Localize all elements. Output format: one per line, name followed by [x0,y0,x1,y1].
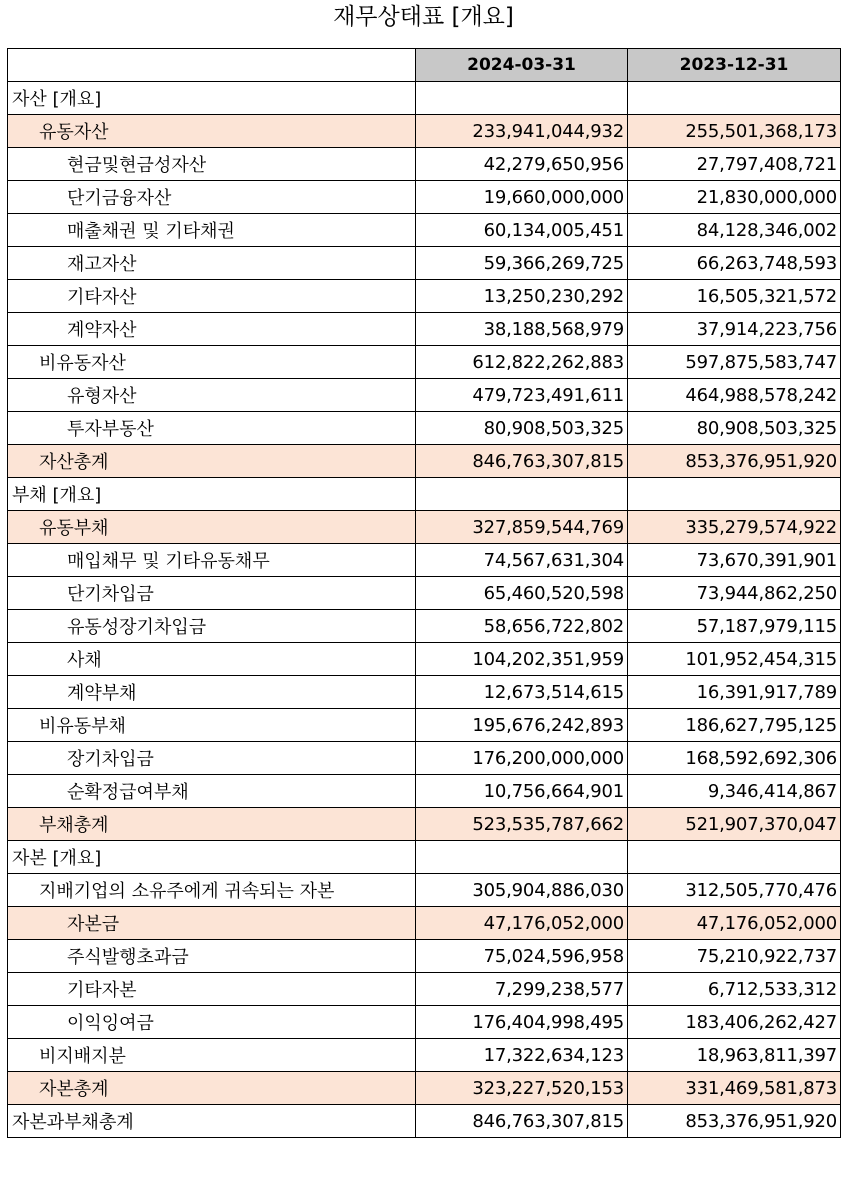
row-label: 투자부동산 [8,412,416,445]
value-2023-12-31: 101,952,454,315 [628,643,841,676]
table-row [8,973,841,1006]
value-2023-12-31: 168,592,692,306 [628,742,841,775]
value-2024-03-31 [416,82,628,115]
value-2023-12-31: 73,670,391,901 [628,544,841,577]
value-2024-03-31: 42,279,650,956 [416,148,628,181]
value-2023-12-31: 9,346,414,867 [628,775,841,808]
row-label: 비유동부채 [8,709,416,742]
value-2024-03-31 [416,841,628,874]
value-2024-03-31: 80,908,503,325 [416,412,628,445]
row-label: 자본금 [8,907,416,940]
row-label: 매출채권 및 기타채권 [8,214,416,247]
table-row [8,478,841,511]
table-row [8,742,841,775]
table-row [8,907,841,940]
row-label: 계약자산 [8,313,416,346]
value-2023-12-31: 6,712,533,312 [628,973,841,1006]
value-2024-03-31: 59,366,269,725 [416,247,628,280]
value-2024-03-31: 104,202,351,959 [416,643,628,676]
value-2023-12-31: 464,988,578,242 [628,379,841,412]
table-row [8,313,841,346]
header-cell-2023-12-31: 2023-12-31 [628,49,841,82]
row-label: 자산총계 [8,445,416,478]
table-row [8,82,841,115]
value-2023-12-31: 312,505,770,476 [628,874,841,907]
table-row [8,577,841,610]
value-2024-03-31: 176,200,000,000 [416,742,628,775]
value-2024-03-31: 17,322,634,123 [416,1039,628,1072]
value-2023-12-31: 183,406,262,427 [628,1006,841,1039]
table-row [8,412,841,445]
value-2024-03-31: 479,723,491,611 [416,379,628,412]
row-label: 기타자본 [8,973,416,1006]
table-row [8,709,841,742]
value-2023-12-31: 57,187,979,115 [628,610,841,643]
value-2024-03-31: 65,460,520,598 [416,577,628,610]
value-2023-12-31 [628,478,841,511]
row-label: 자본과부채총계 [8,1105,416,1138]
table-row [8,610,841,643]
row-label: 비지배지분 [8,1039,416,1072]
table-row [8,1006,841,1039]
value-2024-03-31: 195,676,242,893 [416,709,628,742]
value-2023-12-31: 80,908,503,325 [628,412,841,445]
table-row [8,1105,841,1138]
table-row [8,214,841,247]
value-2024-03-31: 523,535,787,662 [416,808,628,841]
value-2023-12-31: 66,263,748,593 [628,247,841,280]
table-row [8,148,841,181]
row-label: 재고자산 [8,247,416,280]
value-2023-12-31: 47,176,052,000 [628,907,841,940]
value-2023-12-31: 18,963,811,397 [628,1039,841,1072]
row-label: 매입채무 및 기타유동채무 [8,544,416,577]
balance-sheet-table [7,48,841,1138]
row-label: 사채 [8,643,416,676]
table-row [8,874,841,907]
row-label: 현금및현금성자산 [8,148,416,181]
value-2024-03-31: 13,250,230,292 [416,280,628,313]
table-row [8,445,841,478]
value-2023-12-31: 75,210,922,737 [628,940,841,973]
value-2024-03-31: 7,299,238,577 [416,973,628,1006]
table-row [8,346,841,379]
value-2023-12-31: 597,875,583,747 [628,346,841,379]
value-2024-03-31: 327,859,544,769 [416,511,628,544]
value-2024-03-31: 846,763,307,815 [416,1105,628,1138]
value-2023-12-31: 27,797,408,721 [628,148,841,181]
value-2024-03-31: 12,673,514,615 [416,676,628,709]
value-2023-12-31: 84,128,346,002 [628,214,841,247]
value-2024-03-31: 47,176,052,000 [416,907,628,940]
table-row [8,775,841,808]
table-row [8,247,841,280]
table-row [8,1039,841,1072]
table-row [8,379,841,412]
value-2024-03-31: 19,660,000,000 [416,181,628,214]
value-2024-03-31: 233,941,044,932 [416,115,628,148]
row-label: 자본 [개요] [8,841,416,874]
value-2024-03-31: 323,227,520,153 [416,1072,628,1105]
value-2023-12-31: 16,391,917,789 [628,676,841,709]
value-2023-12-31: 255,501,368,173 [628,115,841,148]
value-2023-12-31: 521,907,370,047 [628,808,841,841]
row-label: 자산 [개요] [8,82,416,115]
row-label: 단기금융자산 [8,181,416,214]
page-title: 재무상태표 [개요] [333,4,514,30]
value-2024-03-31: 176,404,998,495 [416,1006,628,1039]
row-label: 유동성장기차입금 [8,610,416,643]
row-label: 유동부채 [8,511,416,544]
value-2023-12-31: 186,627,795,125 [628,709,841,742]
row-label: 지배기업의 소유주에게 귀속되는 자본 [8,874,416,907]
value-2023-12-31: 853,376,951,920 [628,1105,841,1138]
row-label: 유형자산 [8,379,416,412]
row-label: 이익잉여금 [8,1006,416,1039]
table-row [8,940,841,973]
value-2024-03-31: 58,656,722,802 [416,610,628,643]
value-2023-12-31: 331,469,581,873 [628,1072,841,1105]
value-2023-12-31: 73,944,862,250 [628,577,841,610]
table-row [8,544,841,577]
row-label: 비유동자산 [8,346,416,379]
row-label: 주식발행초과금 [8,940,416,973]
row-label: 계약부채 [8,676,416,709]
value-2023-12-31: 853,376,951,920 [628,445,841,478]
value-2024-03-31: 612,822,262,883 [416,346,628,379]
table-row [8,808,841,841]
value-2023-12-31 [628,841,841,874]
value-2024-03-31: 74,567,631,304 [416,544,628,577]
header-cell-label [8,49,416,82]
table-row [8,643,841,676]
table-header-row [8,49,841,82]
row-label: 단기차입금 [8,577,416,610]
table-row [8,511,841,544]
table-row [8,181,841,214]
value-2023-12-31: 16,505,321,572 [628,280,841,313]
row-label: 순확정급여부채 [8,775,416,808]
value-2023-12-31: 335,279,574,922 [628,511,841,544]
table-row [8,1072,841,1105]
value-2023-12-31: 21,830,000,000 [628,181,841,214]
value-2024-03-31 [416,478,628,511]
row-label: 부채 [개요] [8,478,416,511]
header-cell-2024-03-31: 2024-03-31 [416,49,628,82]
row-label: 자본총계 [8,1072,416,1105]
value-2023-12-31: 37,914,223,756 [628,313,841,346]
value-2024-03-31: 75,024,596,958 [416,940,628,973]
value-2024-03-31: 846,763,307,815 [416,445,628,478]
value-2023-12-31 [628,82,841,115]
value-2024-03-31: 60,134,005,451 [416,214,628,247]
table-row [8,676,841,709]
table-row [8,115,841,148]
value-2024-03-31: 305,904,886,030 [416,874,628,907]
row-label: 장기차입금 [8,742,416,775]
table-row [8,280,841,313]
value-2024-03-31: 38,188,568,979 [416,313,628,346]
row-label: 기타자산 [8,280,416,313]
value-2024-03-31: 10,756,664,901 [416,775,628,808]
row-label: 부채총계 [8,808,416,841]
row-label: 유동자산 [8,115,416,148]
table-row [8,841,841,874]
